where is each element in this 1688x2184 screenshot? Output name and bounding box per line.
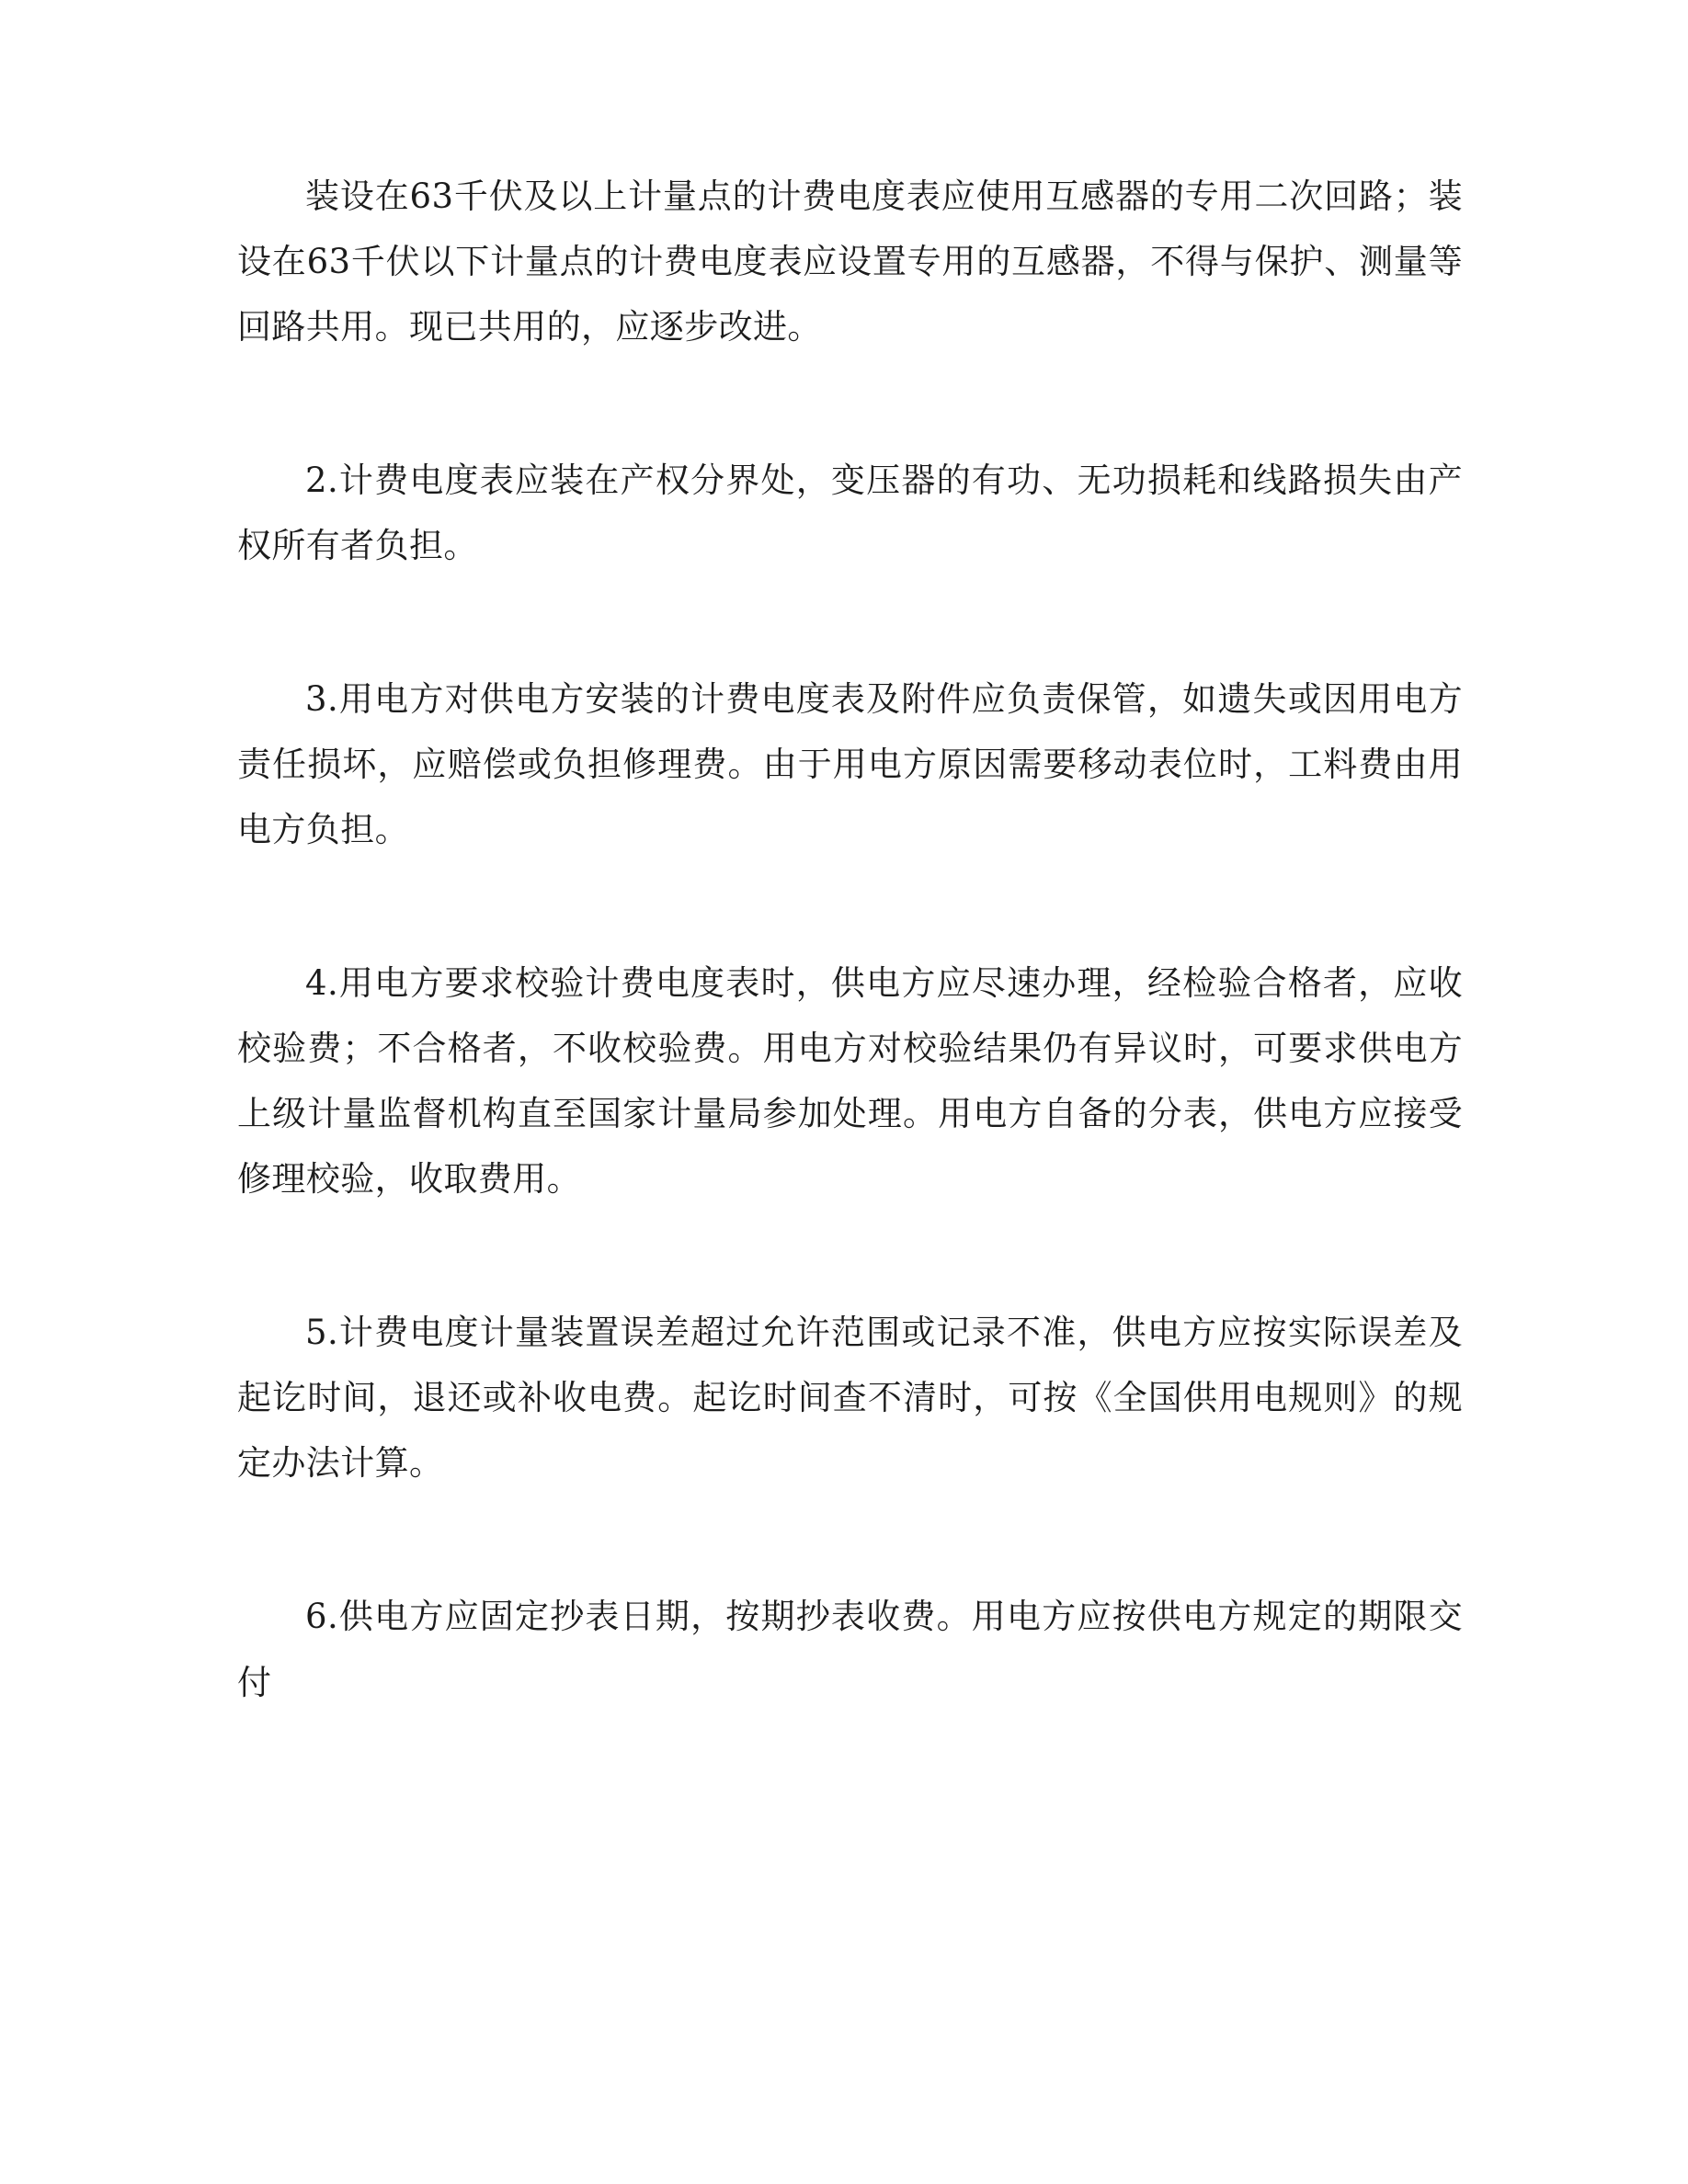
document-body: [237, 164, 1463, 1715]
paragraph-intro: 装设在63千伏及以上计量点的计费电度表应使用互感器的专用二次回路；装设在63千伏以下计量点的计费电度表应设置专用的互感器，不得与保护、测量等回路共用。现已共用的，应逐步改进。: [237, 176, 1463, 347]
paragraph-item-6: 6.供电方应固定抄表日期，按期抄表收费。用电方应按供电方规定的期限交付: [237, 1597, 1463, 1702]
paragraph-item-4: 4.用电方要求校验计费电度表时，供电方应尽速办理，经检验合格者，应收校验费；不合格者，不收校验费。用电方对校验结果仍有异议时，可要求供电方上级计量监督机构直至国家计量局参加处理。用电方自备的分表，供电方应接受修理校验，收取费用。: [237, 963, 1463, 1200]
paragraph-item-5: 5.计费电度计量装置误差超过允许范围或记录不准，供电方应按实际误差及起讫时间，退还或补收电费。起讫时间查不清时，可按《全国供用电规则》的规定办法计算。: [237, 1313, 1463, 1484]
paragraph-item-3: 3.用电方对供电方安装的计费电度表及附件应负责保管，如遗失或因用电方责任损坏，应赔偿或负担修理费。由于用电方原因需要移动表位时，工料费由用电方负担。: [237, 679, 1463, 850]
paragraph-item-2: 2.计费电度表应装在产权分界处，变压器的有功、无功损耗和线路损失由产权所有者负担。: [237, 461, 1463, 566]
